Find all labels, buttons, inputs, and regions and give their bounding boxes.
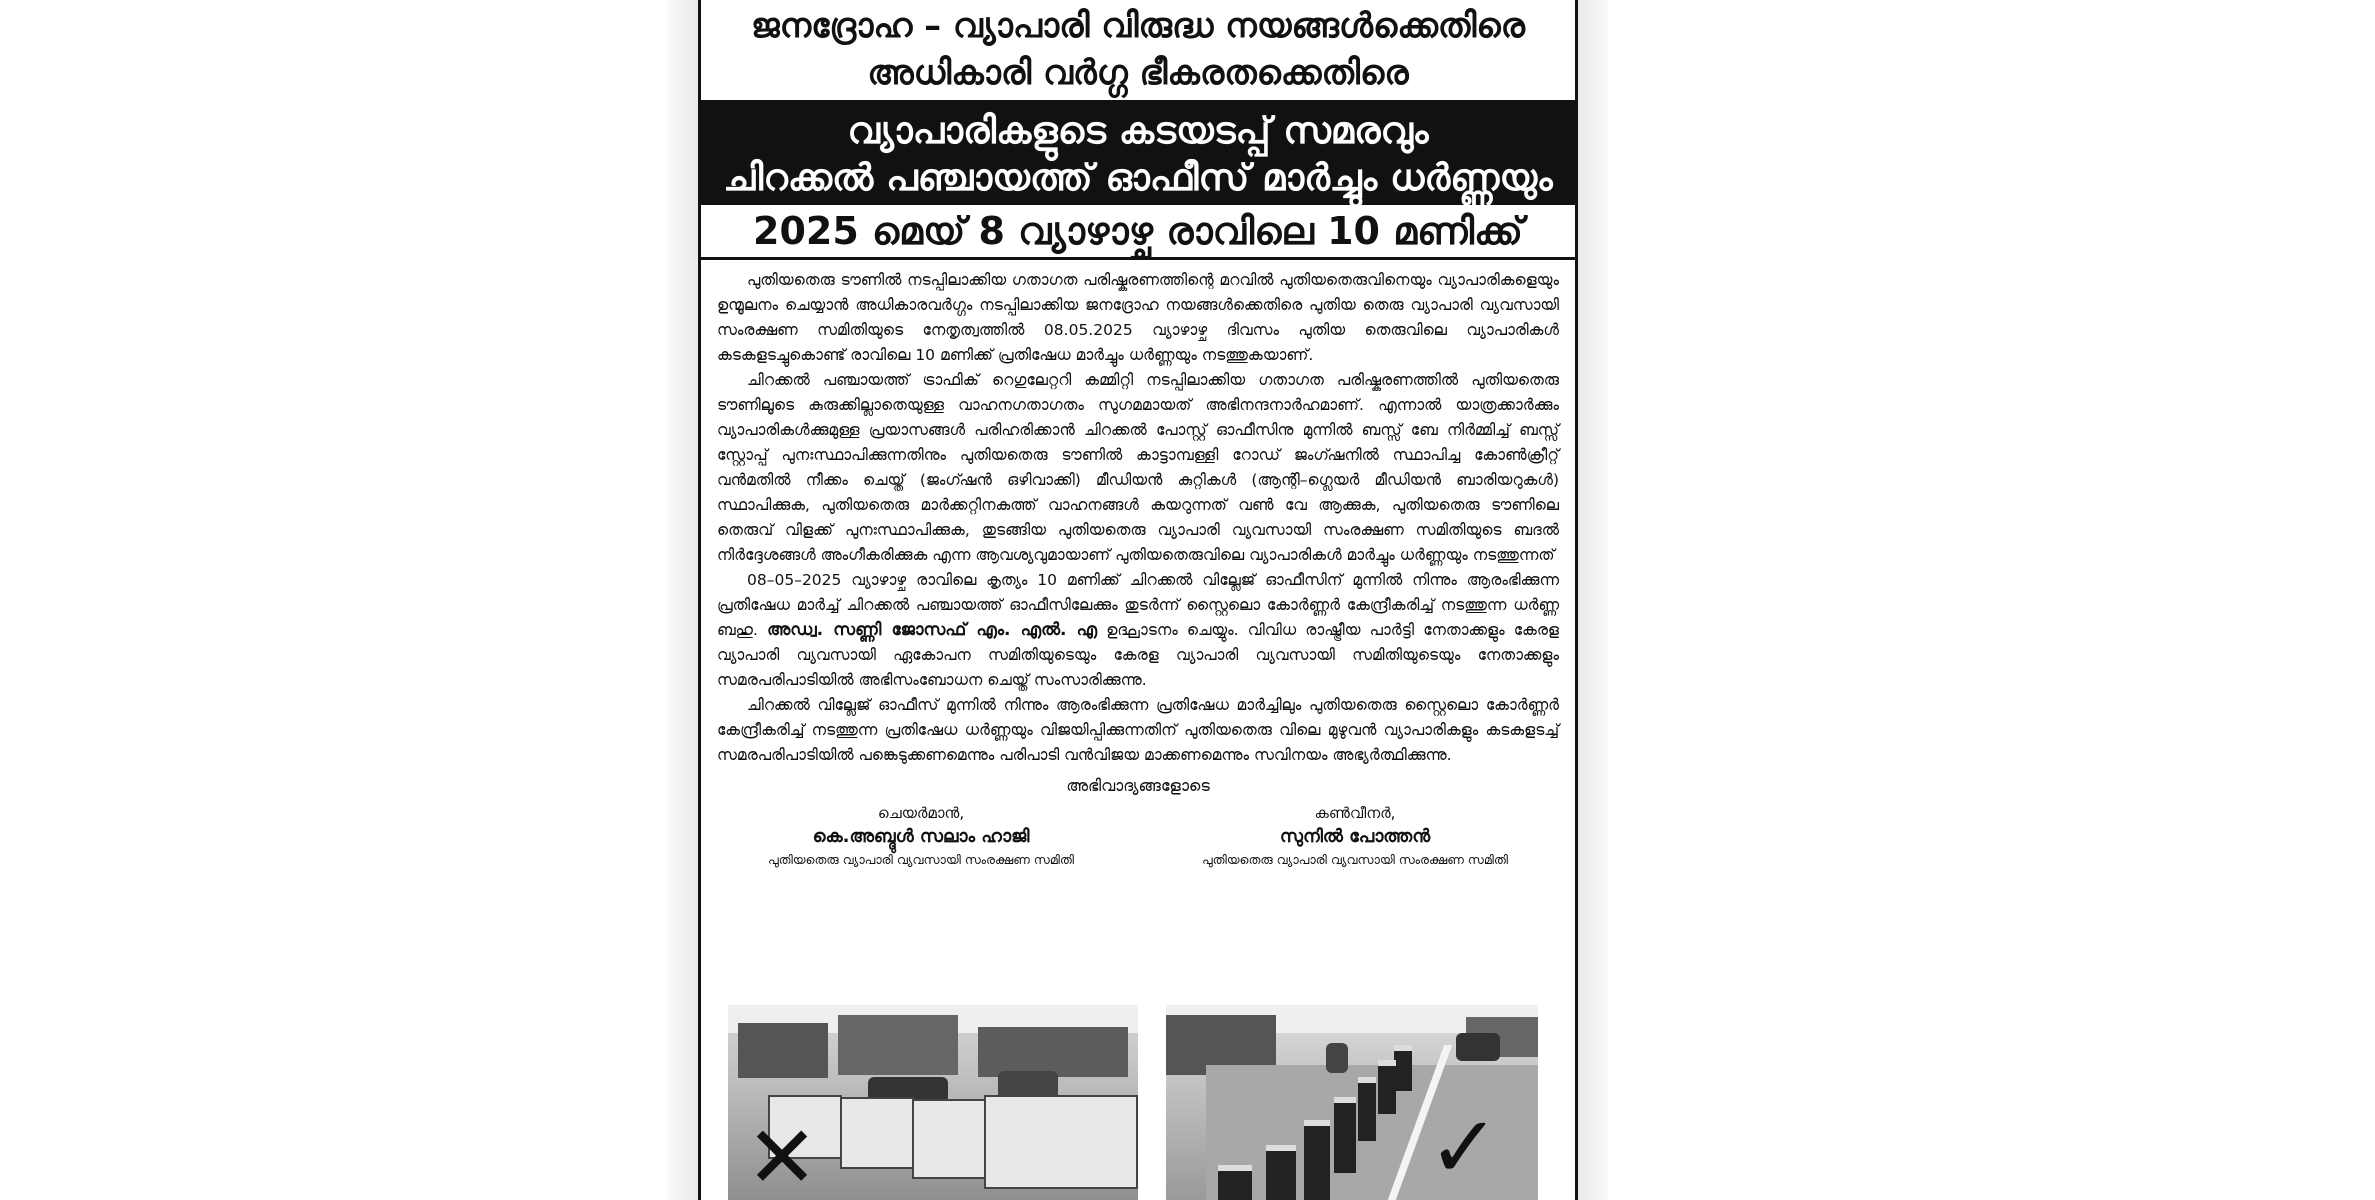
photo-median-post [1266,1145,1296,1200]
page-edge-left [668,0,698,1200]
photo-building [838,1015,958,1075]
convener-role: കൺവീനർ, [1314,804,1396,822]
photo-median-post [1334,1097,1356,1173]
poster-frame [698,0,1578,1200]
convener-org: പുതിയതെരു വ്യാപാരി വ്യവസായി സംരക്ഷണ സമിതി [1201,852,1509,867]
photo-median-posts [1166,1005,1538,1200]
chairman-role: ചെയർമാൻ, [877,804,965,822]
strike-banner [701,103,1575,205]
page-edge-right [1578,0,1608,1200]
photo-strip [728,1005,1548,1200]
paragraph-1: പുതിയതെരു ടൗണിൽ നടപ്പിലാക്കിയ ഗതാഗത പരിഷ്കരണത്തിന്റെ മറവിൽ പുതിയതെരുവിനെയും വ്യാപാരികളെയും ഉന്മൂലനം ചെയ്യാൻ അധികാരവർഗ്ഗം നടപ്പിലാക്കിയ ജനദ്രോഹ നയങ്ങൾക്കെതിരെ പുതിയ തെരു വ്യാപാരി വ്യവസായി സംരക്ഷണ സമിതിയുടെ നേതൃത്വത്തിൽ 08.05.2025 വ്യാഴാഴ്ച ദിവസം പുതിയ തെരുവിലെ വ്യാപാരികൾ കടകളടച്ചുകൊണ്ട് രാവിലെ 10 മണിക്ക് പ്രതിഷേധ മാർച്ചും ധർണ്ണയും നടത്തുകയാണ്. [717,271,1559,364]
greeting: അഭിവാദ്യങ്ങളോടെ [1066,776,1210,795]
header-line-1: ജനദ്രോഹ – വ്യാപാരി വിരുദ്ധ നയങ്ങൾക്കെതിരെ [751,6,1525,46]
signature-left [721,802,1121,870]
photo-building [738,1023,828,1078]
check-mark-icon: ✓ [1428,1098,1501,1198]
paragraph-4: ചിറക്കൽ വില്ലേജ് ഓഫീസ് മുന്നിൽ നിന്നും ആരംഭിക്കുന്ന പ്രതിഷേധ മാർച്ചിലും പുതിയതെരു സ്റ്റൈലൊ കോർണ്ണർ കേന്ദ്രീകരിച്ച് നടത്തുന്ന പ്രതിഷേധ ധർണ്ണയും വിജയിപ്പിക്കുന്നതിന് പുതിയതെരു വിലെ മുഴുവൻ വ്യാപാരികളും കടകളടച്ച് സമരപരിപാടിയിൽ പങ്കെടുക്കണമെന്നും പരിപാടി വൻവിജയ മാക്കണമെന്നും സവിനയം അഭ്യർത്ഥിക്കുന്നു. [717,696,1559,764]
banner-line-1: വ്യാപാരികളുടെ കടയടപ്പ് സമരവും [847,109,1429,152]
photo-barrier-block [984,1095,1138,1189]
paragraph-3-start: 08–05–2025 വ്യാഴാഴ്ച രാവിലെ കൃത്യം 10 മണിക്ക് ചിറക്കൽ വില്ലേജ് ഓഫീസിന് മുന്നിൽ നിന്നും ആരംഭിക്കുന്ന പ്രതിഷേധ മാർച്ച് ചിറക്കൽ പഞ്ചായത്ത് ഓഫീസിലേക്കും തുടർന്ന് സ്റ്റൈലൊ കോർണ്ണർ കേന്ദ്രീകരിച്ച് നടത്തുന്ന ധർണ്ണ ബഹു. [717,571,1559,639]
chairman-org: പുതിയതെരു വ്യാപാരി വ്യവസായി സംരക്ഷണ സമിതി [767,852,1075,867]
poster [698,0,1578,1200]
event-date-line: 2025 മെയ് 8 വ്യാഴാഴ്ച രാവിലെ 10 മണിക്ക് [701,205,1575,260]
cross-mark-icon: ✕ [746,1108,819,1200]
poster-header [701,0,1575,103]
photo-median-post [1304,1120,1330,1200]
banner-line-2: ചിറക്കൽ പഞ്ചായത്ത് ഓഫീസ് മാർച്ചും ധർണ്ണയും [723,156,1553,199]
paragraph-2: ചിറക്കൽ പഞ്ചായത്ത് ട്രാഫിക് റെഗുലേറ്ററി കമ്മിറ്റി നടപ്പിലാക്കിയ ഗതാഗത പരിഷ്കരണത്തിൽ പുതിയതെരു ടൗണിലൂടെ കുരുക്കില്ലാതെയുള്ള വാഹനഗതാഗതം സുഗമമായത് അഭിനന്ദനാർഹമാണ്. എന്നാൽ യാത്രക്കാർക്കും വ്യാപാരികൾക്കുമുള്ള പ്രയാസങ്ങൾ പരിഹരിക്കാൻ ചിറക്കൽ പോസ്റ്റ് ഓഫീസിനു മുന്നിൽ ബസ്സ് ബേ നിർമ്മിച്ച് ബസ്സ് സ്റ്റോപ്പ് പുനഃസ്ഥാപിക്കുന്നതിനും പുതിയതെരു ടൗണിൽ കാട്ടാമ്പള്ളി റോഡ് ജംഗ്ഷനിൽ സ്ഥാപിച്ച കോൺക്രീറ്റ് വൻമതിൽ നീക്കം ചെയ്ത് (ജംഗ്ഷൻ ഒഴിവാക്കി) മീഡിയൻ കുറ്റികൾ (ആന്റി–ഗ്ലെയർ മീഡിയൻ ബാരിയറുകൾ) സ്ഥാപിക്കുക, പുതിയതെരു മാർക്കറ്റിനകത്ത് വാഹനങ്ങൾ കയറുന്നത് വൺ വേ ആക്കുക, പുതിയതെരു ടൗണിലെ തെരുവ് വിളക്ക് പുനഃസ്ഥാപിക്കുക, തുടങ്ങിയ പുതിയതെരു വ്യാപാരി വ്യവസായി സംരക്ഷണ സമിതിയുടെ ബദൽ നിർദ്ദേശങ്ങൾ അംഗീകരിക്കുക എന്ന ആവശ്യവുമായാണ് പുതിയതെരുവിലെ വ്യാപാരികൾ മാർച്ചും ധർണ്ണയും നടത്തുന്നത് [717,371,1559,564]
photo-median-post [1378,1060,1396,1114]
notice-body [701,260,1575,768]
convener-name: സുനിൽ പോത്തൻ [1279,826,1431,847]
inaugurator-name: അഡ്വ. സണ്ണി ജോസഫ് എം. എൽ. എ [767,620,1098,640]
photo-barrier-block [912,1099,986,1179]
paragraph-3-end: ഉദ്ഘാടനം ചെയ്യും. വിവിധ രാഷ്ട്രീയ പാർട്ടി നേതാക്കളും കേരള വ്യാപാരി വ്യവസായി ഏകോപന സമിതിയുടെയും കേരള വ്യാപാരി വ്യവസായി സമിതിയുടെയും നേതാക്കളും സമരപരിപാടിയിൽ അഭിസംബോധന ചെയ്ത് സംസാരിക്കുന്നു. [717,621,1559,689]
photo-median-post [1218,1165,1252,1200]
photo-median-post [1394,1045,1412,1091]
photo-motorbike [1326,1043,1348,1073]
photo-car [1456,1033,1500,1061]
photo-median-post [1358,1077,1376,1141]
chairman-name: കെ.അബ്ദുൾ സലാം ഹാജി [812,826,1030,847]
photo-building [978,1027,1128,1077]
header-line-2: അധികാരി വർഗ്ഗ ഭീകരതക്കെതിരെ [867,53,1409,93]
paragraph-3 [717,568,1559,693]
signature-right [1155,802,1555,870]
signature-block [701,802,1575,870]
photo-barrier-block [840,1097,914,1169]
photo-concrete-barrier [728,1005,1138,1200]
